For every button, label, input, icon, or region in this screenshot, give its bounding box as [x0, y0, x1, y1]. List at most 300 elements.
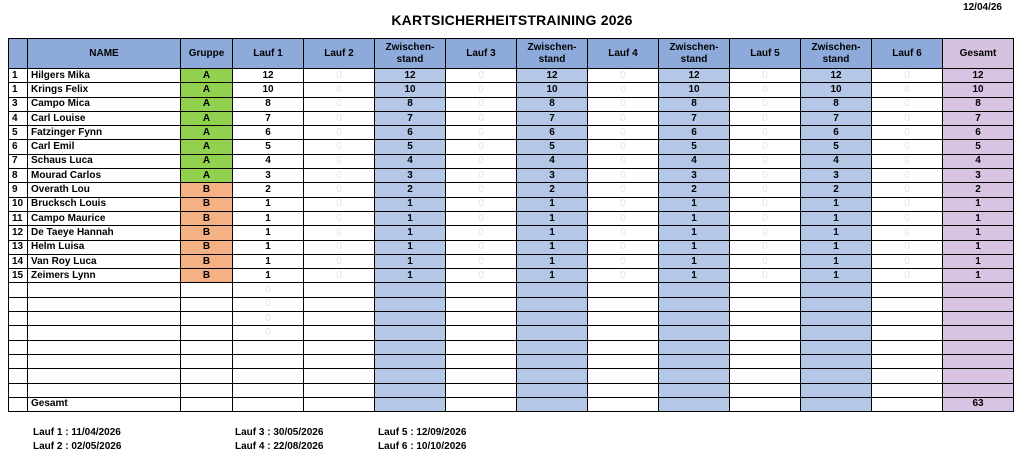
lauf1-cell[interactable] — [233, 354, 304, 368]
zwischenstand4-cell[interactable] — [801, 340, 872, 354]
lauf5-cell[interactable]: 0 — [730, 254, 801, 268]
name-cell[interactable] — [28, 354, 181, 368]
lauf4-cell[interactable]: 0 — [588, 154, 659, 168]
zwischenstand2-cell[interactable]: 1 — [517, 240, 588, 254]
zwischenstand1-cell[interactable]: 12 — [375, 69, 446, 83]
zwischenstand3-cell[interactable]: 10 — [659, 83, 730, 97]
name-cell[interactable]: Hilgers Mika — [28, 69, 181, 83]
lauf5-cell[interactable]: 0 — [730, 211, 801, 225]
gesamt-cell[interactable]: 1 — [943, 269, 1014, 283]
zwischenstand2-cell[interactable] — [517, 312, 588, 326]
lauf1-cell[interactable]: 6 — [233, 126, 304, 140]
zwischenstand3-cell[interactable] — [659, 326, 730, 340]
lauf5-cell[interactable] — [730, 283, 801, 297]
gesamt-cell[interactable]: 1 — [943, 211, 1014, 225]
zwischenstand4-cell[interactable] — [801, 297, 872, 311]
rank-cell[interactable]: 1 — [9, 83, 28, 97]
name-cell[interactable]: Van Roy Luca — [28, 254, 181, 268]
zwischenstand2-cell[interactable]: 8 — [517, 97, 588, 111]
rank-cell[interactable] — [9, 354, 28, 368]
lauf4-cell[interactable]: 0 — [588, 111, 659, 125]
lauf6-cell[interactable]: 0 — [872, 140, 943, 154]
lauf1-cell[interactable]: 4 — [233, 154, 304, 168]
lauf2-cell[interactable]: 0 — [304, 69, 375, 83]
lauf4-cell[interactable] — [588, 326, 659, 340]
total-empty-cell[interactable] — [659, 397, 730, 411]
lauf2-cell[interactable]: 0 — [304, 111, 375, 125]
lauf6-cell[interactable] — [872, 326, 943, 340]
group-cell[interactable]: A — [181, 154, 233, 168]
rank-cell[interactable] — [9, 326, 28, 340]
group-cell[interactable]: B — [181, 254, 233, 268]
lauf3-cell[interactable] — [446, 283, 517, 297]
name-cell[interactable]: De Taeye Hannah — [28, 226, 181, 240]
zwischenstand2-cell[interactable] — [517, 354, 588, 368]
lauf5-cell[interactable]: 0 — [730, 97, 801, 111]
zwischenstand4-cell[interactable]: 1 — [801, 226, 872, 240]
lauf6-cell[interactable]: 0 — [872, 183, 943, 197]
total-empty-cell[interactable] — [517, 397, 588, 411]
lauf4-cell[interactable]: 0 — [588, 83, 659, 97]
lauf2-cell[interactable]: 0 — [304, 211, 375, 225]
zwischenstand3-cell[interactable]: 5 — [659, 140, 730, 154]
lauf6-cell[interactable]: 0 — [872, 111, 943, 125]
lauf6-cell[interactable]: 0 — [872, 269, 943, 283]
lauf3-cell[interactable] — [446, 354, 517, 368]
lauf6-cell[interactable]: 0 — [872, 83, 943, 97]
rank-cell[interactable]: 15 — [9, 269, 28, 283]
rank-cell[interactable] — [9, 283, 28, 297]
lauf2-cell[interactable]: 0 — [304, 140, 375, 154]
lauf3-cell[interactable] — [446, 312, 517, 326]
zwischenstand1-cell[interactable]: 1 — [375, 226, 446, 240]
lauf2-cell[interactable]: 0 — [304, 254, 375, 268]
lauf3-cell[interactable] — [446, 369, 517, 383]
lauf1-cell[interactable] — [233, 340, 304, 354]
rank-cell[interactable]: 14 — [9, 254, 28, 268]
gesamt-cell[interactable]: 8 — [943, 97, 1014, 111]
name-cell[interactable]: Brucksch Louis — [28, 197, 181, 211]
total-empty-cell[interactable] — [446, 397, 517, 411]
lauf2-cell[interactable] — [304, 354, 375, 368]
lauf5-cell[interactable]: 0 — [730, 69, 801, 83]
zwischenstand4-cell[interactable]: 4 — [801, 154, 872, 168]
zwischenstand3-cell[interactable]: 6 — [659, 126, 730, 140]
zwischenstand3-cell[interactable]: 8 — [659, 97, 730, 111]
group-cell[interactable] — [181, 369, 233, 383]
group-cell[interactable]: A — [181, 97, 233, 111]
total-empty-cell[interactable] — [801, 397, 872, 411]
lauf4-cell[interactable]: 0 — [588, 183, 659, 197]
lauf3-cell[interactable] — [446, 326, 517, 340]
lauf2-cell[interactable] — [304, 297, 375, 311]
name-cell[interactable]: Krings Felix — [28, 83, 181, 97]
rank-cell[interactable]: 4 — [9, 111, 28, 125]
zwischenstand1-cell[interactable] — [375, 340, 446, 354]
zwischenstand2-cell[interactable]: 5 — [517, 140, 588, 154]
lauf5-cell[interactable]: 0 — [730, 140, 801, 154]
zwischenstand2-cell[interactable]: 4 — [517, 154, 588, 168]
zwischenstand4-cell[interactable] — [801, 354, 872, 368]
lauf2-cell[interactable]: 0 — [304, 126, 375, 140]
gesamt-cell[interactable]: 3 — [943, 169, 1014, 183]
lauf4-cell[interactable]: 0 — [588, 254, 659, 268]
lauf6-cell[interactable] — [872, 354, 943, 368]
lauf6-cell[interactable] — [872, 312, 943, 326]
total-empty-cell[interactable] — [375, 397, 446, 411]
lauf3-cell[interactable]: 0 — [446, 269, 517, 283]
zwischenstand3-cell[interactable] — [659, 383, 730, 397]
group-cell[interactable] — [181, 383, 233, 397]
zwischenstand3-cell[interactable] — [659, 297, 730, 311]
group-cell[interactable] — [181, 297, 233, 311]
zwischenstand1-cell[interactable] — [375, 283, 446, 297]
lauf6-cell[interactable]: 0 — [872, 97, 943, 111]
group-cell[interactable] — [181, 354, 233, 368]
gesamt-cell[interactable]: 7 — [943, 111, 1014, 125]
lauf4-cell[interactable]: 0 — [588, 140, 659, 154]
lauf5-cell[interactable]: 0 — [730, 83, 801, 97]
lauf1-cell[interactable]: 0 — [233, 312, 304, 326]
name-cell[interactable] — [28, 297, 181, 311]
lauf3-cell[interactable]: 0 — [446, 254, 517, 268]
lauf6-cell[interactable]: 0 — [872, 169, 943, 183]
gesamt-cell[interactable] — [943, 340, 1014, 354]
lauf4-cell[interactable] — [588, 297, 659, 311]
zwischenstand3-cell[interactable]: 3 — [659, 169, 730, 183]
rank-cell[interactable]: 5 — [9, 126, 28, 140]
group-cell[interactable]: A — [181, 126, 233, 140]
lauf3-cell[interactable]: 0 — [446, 83, 517, 97]
gesamt-cell[interactable]: 10 — [943, 83, 1014, 97]
lauf3-cell[interactable]: 0 — [446, 211, 517, 225]
zwischenstand3-cell[interactable]: 1 — [659, 211, 730, 225]
zwischenstand2-cell[interactable]: 1 — [517, 254, 588, 268]
rank-cell[interactable] — [9, 340, 28, 354]
lauf1-cell[interactable]: 7 — [233, 111, 304, 125]
lauf2-cell[interactable]: 0 — [304, 83, 375, 97]
lauf1-cell[interactable]: 3 — [233, 169, 304, 183]
header-lauf5[interactable]: Lauf 5 — [730, 39, 801, 69]
zwischenstand1-cell[interactable]: 8 — [375, 97, 446, 111]
header-lauf1[interactable]: Lauf 1 — [233, 39, 304, 69]
lauf5-cell[interactable]: 0 — [730, 154, 801, 168]
lauf1-cell[interactable]: 10 — [233, 83, 304, 97]
lauf6-cell[interactable] — [872, 369, 943, 383]
header-gesamt[interactable]: Gesamt — [943, 39, 1014, 69]
lauf4-cell[interactable]: 0 — [588, 69, 659, 83]
zwischenstand2-cell[interactable]: 1 — [517, 226, 588, 240]
lauf6-cell[interactable]: 0 — [872, 211, 943, 225]
lauf3-cell[interactable]: 0 — [446, 169, 517, 183]
zwischenstand1-cell[interactable] — [375, 297, 446, 311]
lauf3-cell[interactable]: 0 — [446, 97, 517, 111]
zwischenstand1-cell[interactable]: 7 — [375, 111, 446, 125]
group-cell[interactable]: B — [181, 269, 233, 283]
gesamt-cell[interactable] — [943, 312, 1014, 326]
total-empty-cell[interactable] — [730, 397, 801, 411]
zwischenstand3-cell[interactable]: 12 — [659, 69, 730, 83]
zwischenstand3-cell[interactable]: 1 — [659, 226, 730, 240]
group-cell[interactable]: B — [181, 183, 233, 197]
lauf2-cell[interactable]: 0 — [304, 197, 375, 211]
rank-cell[interactable]: 10 — [9, 197, 28, 211]
lauf1-cell[interactable]: 5 — [233, 140, 304, 154]
header-gruppe[interactable]: Gruppe — [181, 39, 233, 69]
lauf5-cell[interactable]: 0 — [730, 111, 801, 125]
lauf4-cell[interactable]: 0 — [588, 240, 659, 254]
zwischenstand2-cell[interactable] — [517, 369, 588, 383]
lauf2-cell[interactable] — [304, 340, 375, 354]
lauf1-cell[interactable]: 0 — [233, 326, 304, 340]
header-zwischenstand-1[interactable]: Zwischen-stand — [375, 39, 446, 69]
lauf4-cell[interactable] — [588, 283, 659, 297]
lauf1-cell[interactable] — [233, 383, 304, 397]
lauf3-cell[interactable]: 0 — [446, 197, 517, 211]
gesamt-cell[interactable] — [943, 297, 1014, 311]
rank-cell[interactable]: 13 — [9, 240, 28, 254]
zwischenstand2-cell[interactable]: 1 — [517, 211, 588, 225]
zwischenstand1-cell[interactable]: 6 — [375, 126, 446, 140]
name-cell[interactable]: Overath Lou — [28, 183, 181, 197]
lauf3-cell[interactable] — [446, 383, 517, 397]
zwischenstand2-cell[interactable]: 12 — [517, 69, 588, 83]
lauf2-cell[interactable]: 0 — [304, 169, 375, 183]
name-cell[interactable]: Mourad Carlos — [28, 169, 181, 183]
lauf1-cell[interactable]: 12 — [233, 69, 304, 83]
zwischenstand2-cell[interactable] — [517, 297, 588, 311]
zwischenstand3-cell[interactable] — [659, 369, 730, 383]
total-empty-cell[interactable] — [872, 397, 943, 411]
lauf3-cell[interactable]: 0 — [446, 140, 517, 154]
lauf5-cell[interactable] — [730, 326, 801, 340]
gesamt-cell[interactable]: 12 — [943, 69, 1014, 83]
name-cell[interactable]: Carl Louise — [28, 111, 181, 125]
zwischenstand3-cell[interactable] — [659, 283, 730, 297]
lauf3-cell[interactable]: 0 — [446, 111, 517, 125]
rank-cell[interactable]: 6 — [9, 140, 28, 154]
lauf3-cell[interactable]: 0 — [446, 226, 517, 240]
zwischenstand1-cell[interactable] — [375, 326, 446, 340]
zwischenstand1-cell[interactable]: 1 — [375, 240, 446, 254]
rank-cell[interactable]: 8 — [9, 169, 28, 183]
lauf5-cell[interactable] — [730, 369, 801, 383]
lauf4-cell[interactable]: 0 — [588, 197, 659, 211]
lauf3-cell[interactable]: 0 — [446, 183, 517, 197]
lauf3-cell[interactable]: 0 — [446, 126, 517, 140]
gesamt-cell[interactable] — [943, 326, 1014, 340]
lauf4-cell[interactable]: 0 — [588, 126, 659, 140]
zwischenstand3-cell[interactable] — [659, 354, 730, 368]
group-cell[interactable]: A — [181, 140, 233, 154]
lauf6-cell[interactable]: 0 — [872, 69, 943, 83]
lauf5-cell[interactable]: 0 — [730, 240, 801, 254]
lauf4-cell[interactable]: 0 — [588, 269, 659, 283]
lauf1-cell[interactable]: 1 — [233, 226, 304, 240]
zwischenstand1-cell[interactable]: 1 — [375, 211, 446, 225]
zwischenstand1-cell[interactable]: 2 — [375, 183, 446, 197]
zwischenstand4-cell[interactable]: 2 — [801, 183, 872, 197]
lauf5-cell[interactable]: 0 — [730, 197, 801, 211]
lauf2-cell[interactable]: 0 — [304, 269, 375, 283]
gesamt-cell[interactable]: 1 — [943, 226, 1014, 240]
header-zwischenstand-3[interactable]: Zwischen-stand — [659, 39, 730, 69]
lauf2-cell[interactable] — [304, 383, 375, 397]
lauf1-cell[interactable]: 2 — [233, 183, 304, 197]
zwischenstand2-cell[interactable] — [517, 340, 588, 354]
lauf4-cell[interactable]: 0 — [588, 97, 659, 111]
zwischenstand1-cell[interactable] — [375, 312, 446, 326]
zwischenstand1-cell[interactable]: 4 — [375, 154, 446, 168]
zwischenstand2-cell[interactable] — [517, 383, 588, 397]
lauf2-cell[interactable]: 0 — [304, 226, 375, 240]
rank-cell[interactable]: 11 — [9, 211, 28, 225]
group-cell[interactable] — [181, 283, 233, 297]
name-cell[interactable] — [28, 312, 181, 326]
lauf2-cell[interactable] — [304, 312, 375, 326]
gesamt-cell[interactable]: 1 — [943, 197, 1014, 211]
group-cell[interactable]: B — [181, 211, 233, 225]
header-lauf3[interactable]: Lauf 3 — [446, 39, 517, 69]
rank-cell[interactable]: 1 — [9, 69, 28, 83]
name-cell[interactable] — [28, 340, 181, 354]
name-cell[interactable] — [28, 326, 181, 340]
lauf3-cell[interactable]: 0 — [446, 154, 517, 168]
zwischenstand3-cell[interactable]: 4 — [659, 154, 730, 168]
lauf5-cell[interactable]: 0 — [730, 169, 801, 183]
name-cell[interactable]: Campo Mica — [28, 97, 181, 111]
zwischenstand2-cell[interactable]: 1 — [517, 197, 588, 211]
zwischenstand2-cell[interactable]: 10 — [517, 83, 588, 97]
gesamt-cell[interactable]: 5 — [943, 140, 1014, 154]
lauf5-cell[interactable] — [730, 297, 801, 311]
header-name[interactable]: NAME — [28, 39, 181, 69]
header-rank[interactable] — [9, 39, 28, 69]
lauf2-cell[interactable]: 0 — [304, 183, 375, 197]
zwischenstand1-cell[interactable] — [375, 383, 446, 397]
zwischenstand1-cell[interactable]: 1 — [375, 269, 446, 283]
zwischenstand4-cell[interactable]: 1 — [801, 211, 872, 225]
lauf1-cell[interactable] — [233, 369, 304, 383]
group-cell[interactable]: A — [181, 83, 233, 97]
name-cell[interactable]: Carl Emil — [28, 140, 181, 154]
lauf2-cell[interactable]: 0 — [304, 154, 375, 168]
zwischenstand4-cell[interactable]: 10 — [801, 83, 872, 97]
zwischenstand4-cell[interactable] — [801, 369, 872, 383]
zwischenstand3-cell[interactable]: 1 — [659, 254, 730, 268]
group-cell[interactable] — [181, 340, 233, 354]
gesamt-cell[interactable] — [943, 354, 1014, 368]
lauf5-cell[interactable] — [730, 354, 801, 368]
lauf4-cell[interactable]: 0 — [588, 211, 659, 225]
total-empty-cell[interactable] — [588, 397, 659, 411]
lauf6-cell[interactable] — [872, 283, 943, 297]
lauf5-cell[interactable] — [730, 340, 801, 354]
zwischenstand1-cell[interactable] — [375, 354, 446, 368]
lauf6-cell[interactable]: 0 — [872, 254, 943, 268]
rank-cell[interactable]: 3 — [9, 97, 28, 111]
gesamt-cell[interactable] — [943, 283, 1014, 297]
lauf5-cell[interactable]: 0 — [730, 226, 801, 240]
lauf3-cell[interactable]: 0 — [446, 240, 517, 254]
zwischenstand4-cell[interactable] — [801, 326, 872, 340]
zwischenstand1-cell[interactable]: 5 — [375, 140, 446, 154]
group-cell[interactable] — [181, 312, 233, 326]
zwischenstand1-cell[interactable]: 3 — [375, 169, 446, 183]
rank-cell[interactable]: 9 — [9, 183, 28, 197]
zwischenstand2-cell[interactable]: 1 — [517, 269, 588, 283]
header-zwischenstand-4[interactable]: Zwischen-stand — [801, 39, 872, 69]
zwischenstand1-cell[interactable]: 1 — [375, 254, 446, 268]
total-value[interactable]: 63 — [943, 397, 1014, 411]
rank-cell[interactable]: 12 — [9, 226, 28, 240]
zwischenstand2-cell[interactable] — [517, 283, 588, 297]
name-cell[interactable]: Schaus Luca — [28, 154, 181, 168]
zwischenstand4-cell[interactable]: 1 — [801, 240, 872, 254]
lauf1-cell[interactable]: 1 — [233, 269, 304, 283]
lauf1-cell[interactable]: 1 — [233, 254, 304, 268]
zwischenstand4-cell[interactable] — [801, 283, 872, 297]
zwischenstand4-cell[interactable]: 12 — [801, 69, 872, 83]
zwischenstand3-cell[interactable]: 7 — [659, 111, 730, 125]
total-empty-cell[interactable] — [304, 397, 375, 411]
name-cell[interactable]: Zeimers Lynn — [28, 269, 181, 283]
lauf1-cell[interactable]: 8 — [233, 97, 304, 111]
zwischenstand4-cell[interactable]: 5 — [801, 140, 872, 154]
zwischenstand1-cell[interactable] — [375, 369, 446, 383]
name-cell[interactable]: Campo Maurice — [28, 211, 181, 225]
total-empty-cell[interactable] — [233, 397, 304, 411]
name-cell[interactable] — [28, 369, 181, 383]
lauf5-cell[interactable]: 0 — [730, 126, 801, 140]
gesamt-cell[interactable] — [943, 369, 1014, 383]
total-empty-cell[interactable] — [181, 397, 233, 411]
lauf6-cell[interactable] — [872, 340, 943, 354]
lauf1-cell[interactable]: 1 — [233, 211, 304, 225]
rank-cell[interactable] — [9, 297, 28, 311]
zwischenstand4-cell[interactable]: 1 — [801, 197, 872, 211]
zwischenstand4-cell[interactable]: 8 — [801, 97, 872, 111]
group-cell[interactable]: A — [181, 111, 233, 125]
zwischenstand4-cell[interactable] — [801, 383, 872, 397]
zwischenstand1-cell[interactable]: 1 — [375, 197, 446, 211]
gesamt-cell[interactable]: 1 — [943, 254, 1014, 268]
gesamt-cell[interactable]: 1 — [943, 240, 1014, 254]
gesamt-cell[interactable]: 2 — [943, 183, 1014, 197]
lauf3-cell[interactable] — [446, 340, 517, 354]
gesamt-cell[interactable] — [943, 383, 1014, 397]
zwischenstand4-cell[interactable]: 1 — [801, 254, 872, 268]
lauf6-cell[interactable]: 0 — [872, 126, 943, 140]
group-cell[interactable]: B — [181, 197, 233, 211]
lauf5-cell[interactable]: 0 — [730, 269, 801, 283]
group-cell[interactable]: B — [181, 226, 233, 240]
group-cell[interactable] — [181, 326, 233, 340]
lauf3-cell[interactable]: 0 — [446, 69, 517, 83]
name-cell[interactable] — [28, 383, 181, 397]
gesamt-cell[interactable]: 6 — [943, 126, 1014, 140]
zwischenstand3-cell[interactable] — [659, 340, 730, 354]
lauf5-cell[interactable] — [730, 312, 801, 326]
header-lauf6[interactable]: Lauf 6 — [872, 39, 943, 69]
lauf6-cell[interactable]: 0 — [872, 197, 943, 211]
rank-cell[interactable] — [9, 369, 28, 383]
name-cell[interactable] — [28, 283, 181, 297]
lauf5-cell[interactable]: 0 — [730, 183, 801, 197]
lauf3-cell[interactable] — [446, 297, 517, 311]
header-lauf2[interactable]: Lauf 2 — [304, 39, 375, 69]
zwischenstand3-cell[interactable] — [659, 312, 730, 326]
